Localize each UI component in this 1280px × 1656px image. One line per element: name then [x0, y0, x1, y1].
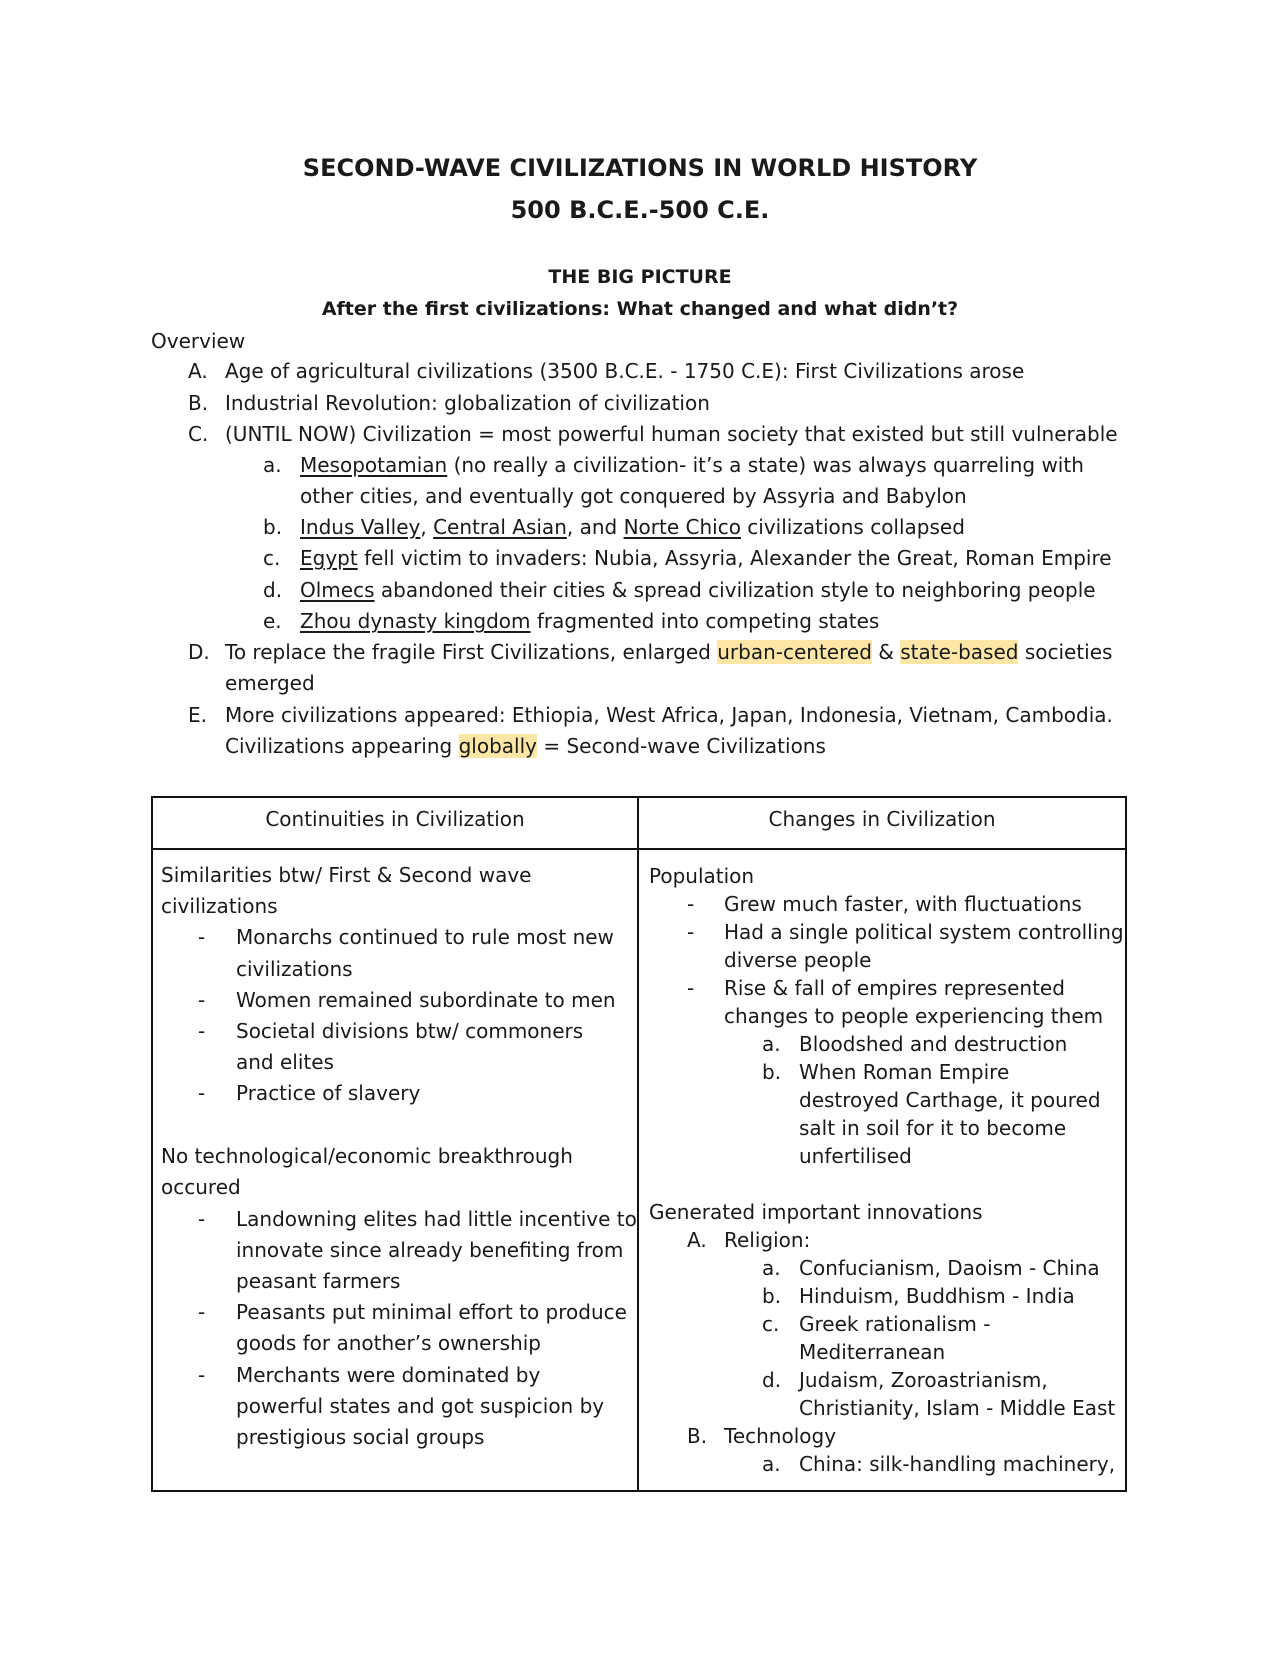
breakthrough-heading-line2: occured [161, 1175, 241, 1199]
item-b-marker: B. [188, 391, 209, 415]
zhou-dynasty-link: Zhou dynasty kingdom [300, 609, 531, 633]
table-header-continuities: Continuities in Civilization [265, 807, 525, 831]
highlight-globally: globally [458, 734, 537, 758]
item-e-line2: Civilizations appearing globally = Second-wave Civilizations [225, 734, 826, 758]
similarity-item: Women remained subordinate to men [236, 988, 616, 1012]
population-sub-marker: a. [762, 1032, 781, 1056]
similarities-heading-line2: civilizations [161, 894, 278, 918]
section-heading: THE BIG PICTURE [548, 266, 732, 288]
technology-item: China: silk-handling machinery, [799, 1452, 1116, 1476]
subitem-a-line2: other cities, and eventually got conquered by Assyria and Babylon [300, 484, 967, 508]
list-dash: - [198, 1207, 206, 1231]
breakthrough-item-cont: powerful states and got suspicion by [236, 1394, 605, 1418]
technology-heading: Technology [724, 1424, 837, 1448]
technology-marker: B. [687, 1424, 708, 1448]
subitem-a-marker: a. [263, 453, 282, 477]
similarity-item: Monarchs continued to rule most new [236, 925, 614, 949]
section-question: After the first civilizations: What changed and what didn’t? [321, 298, 959, 320]
norte-chico-link: Norte Chico [623, 515, 741, 539]
item-a-marker: A. [188, 359, 208, 383]
table-header-divider [151, 848, 1127, 850]
religion-item: Judaism, Zoroastrianism, [799, 1368, 1048, 1392]
item-c-text: (UNTIL NOW) Civilization = most powerful human society that existed but still vulnerable [225, 422, 1118, 446]
religion-item: Greek rationalism - [799, 1312, 991, 1336]
table-header-changes: Changes in Civilization [768, 807, 996, 831]
subitem-c-marker: c. [263, 546, 281, 570]
breakthrough-item-cont: innovate since already benefiting from [236, 1238, 624, 1262]
item-d-line1: To replace the fragile First Civilizations, enlarged urban-centered & state-based societies [225, 640, 1113, 664]
religion-item-cont: Mediterranean [799, 1340, 946, 1364]
central-asian-link: Central Asian [433, 515, 567, 539]
subitem-b-marker: b. [263, 515, 283, 539]
breakthrough-item: Peasants put minimal effort to produce [236, 1300, 627, 1324]
population-sub-item-cont: salt in soil for it to become [799, 1116, 1067, 1140]
item-e-line1: More civilizations appeared: Ethiopia, West Africa, Japan, Indonesia, Vietnam, Cambodia. [225, 703, 1113, 727]
breakthrough-item: Merchants were dominated by [236, 1363, 541, 1387]
highlight-urban-centered: urban-centered [717, 640, 872, 664]
similarity-item: Practice of slavery [236, 1081, 421, 1105]
subitem-b-text: Indus Valley, Central Asian, and Norte Chico civilizations collapsed [300, 515, 965, 539]
list-dash: - [687, 920, 695, 944]
list-dash: - [687, 976, 695, 1000]
population-item: Had a single political system controlling [724, 920, 1124, 944]
breakthrough-item-cont: prestigious social groups [236, 1425, 485, 1449]
similarities-heading-line1: Similarities btw/ First & Second wave [161, 863, 532, 887]
item-d-marker: D. [188, 640, 210, 664]
list-dash: - [198, 1300, 206, 1324]
breakthrough-item: Landowning elites had little incentive to [236, 1207, 637, 1231]
highlight-state-based: state-based [900, 640, 1019, 664]
item-a-text: Age of agricultural civilizations (3500 B.C.E. - 1750 C.E): First Civilizations arose [225, 359, 1025, 383]
subitem-d-marker: d. [263, 578, 283, 602]
document-date-range: 500 B.C.E.-500 C.E. [510, 196, 770, 224]
mesopotamian-link: Mesopotamian [300, 453, 448, 477]
population-item: Rise & fall of empires represented [724, 976, 1065, 1000]
egypt-link: Egypt [300, 546, 358, 570]
item-b-text: Industrial Revolution: globalization of civilization [225, 391, 710, 415]
list-dash: - [198, 1081, 206, 1105]
similarity-item-cont: civilizations [236, 957, 353, 981]
list-dash: - [198, 1363, 206, 1387]
religion-marker: A. [687, 1228, 707, 1252]
list-dash: - [198, 925, 206, 949]
religion-heading: Religion: [724, 1228, 811, 1252]
religion-item-cont: Christianity, Islam - Middle East [799, 1396, 1116, 1420]
breakthrough-heading-line1: No technological/economic breakthrough [161, 1144, 573, 1168]
innovations-heading: Generated important innovations [649, 1200, 983, 1224]
population-item: Grew much faster, with fluctuations [724, 892, 1082, 916]
population-item-cont: changes to people experiencing them [724, 1004, 1104, 1028]
religion-sub-marker: c. [762, 1312, 780, 1336]
similarity-item-cont: and elites [236, 1050, 334, 1074]
item-c-marker: C. [188, 422, 209, 446]
list-dash: - [687, 892, 695, 916]
population-heading: Population [649, 864, 755, 888]
subitem-c-text: Egypt fell victim to invaders: Nubia, Assyria, Alexander the Great, Roman Empire [300, 546, 1112, 570]
subitem-e-marker: e. [263, 609, 282, 633]
item-d-line2: emerged [225, 671, 315, 695]
table-column-divider [637, 796, 639, 1492]
population-sub-item-cont: destroyed Carthage, it poured [799, 1088, 1101, 1112]
subitem-d-text: Olmecs abandoned their cities & spread civilization style to neighboring people [300, 578, 1096, 602]
technology-sub-marker: a. [762, 1452, 781, 1476]
religion-sub-marker: a. [762, 1256, 781, 1280]
indus-valley-link: Indus Valley [300, 515, 421, 539]
list-dash: - [198, 988, 206, 1012]
breakthrough-item-cont: goods for another’s ownership [236, 1331, 541, 1355]
religion-sub-marker: d. [762, 1368, 782, 1392]
similarity-item: Societal divisions btw/ commoners [236, 1019, 584, 1043]
population-sub-item-cont: unfertilised [799, 1144, 912, 1168]
document-title: SECOND-WAVE CIVILIZATIONS IN WORLD HISTORY [302, 154, 978, 182]
population-sub-item: Bloodshed and destruction [799, 1032, 1068, 1056]
population-sub-marker: b. [762, 1060, 782, 1084]
religion-item: Confucianism, Daoism - China [799, 1256, 1100, 1280]
item-e-marker: E. [188, 703, 207, 727]
overview-heading: Overview [151, 329, 246, 353]
olmecs-link: Olmecs [300, 578, 375, 602]
list-dash: - [198, 1019, 206, 1043]
religion-sub-marker: b. [762, 1284, 782, 1308]
subitem-e-text: Zhou dynasty kingdom fragmented into competing states [300, 609, 880, 633]
religion-item: Hinduism, Buddhism - India [799, 1284, 1075, 1308]
population-item-cont: diverse people [724, 948, 872, 972]
breakthrough-item-cont: peasant farmers [236, 1269, 401, 1293]
population-sub-item: When Roman Empire [799, 1060, 1010, 1084]
subitem-a-line1: Mesopotamian (no really a civilization- it’s a state) was always quarreling with [300, 453, 1084, 477]
